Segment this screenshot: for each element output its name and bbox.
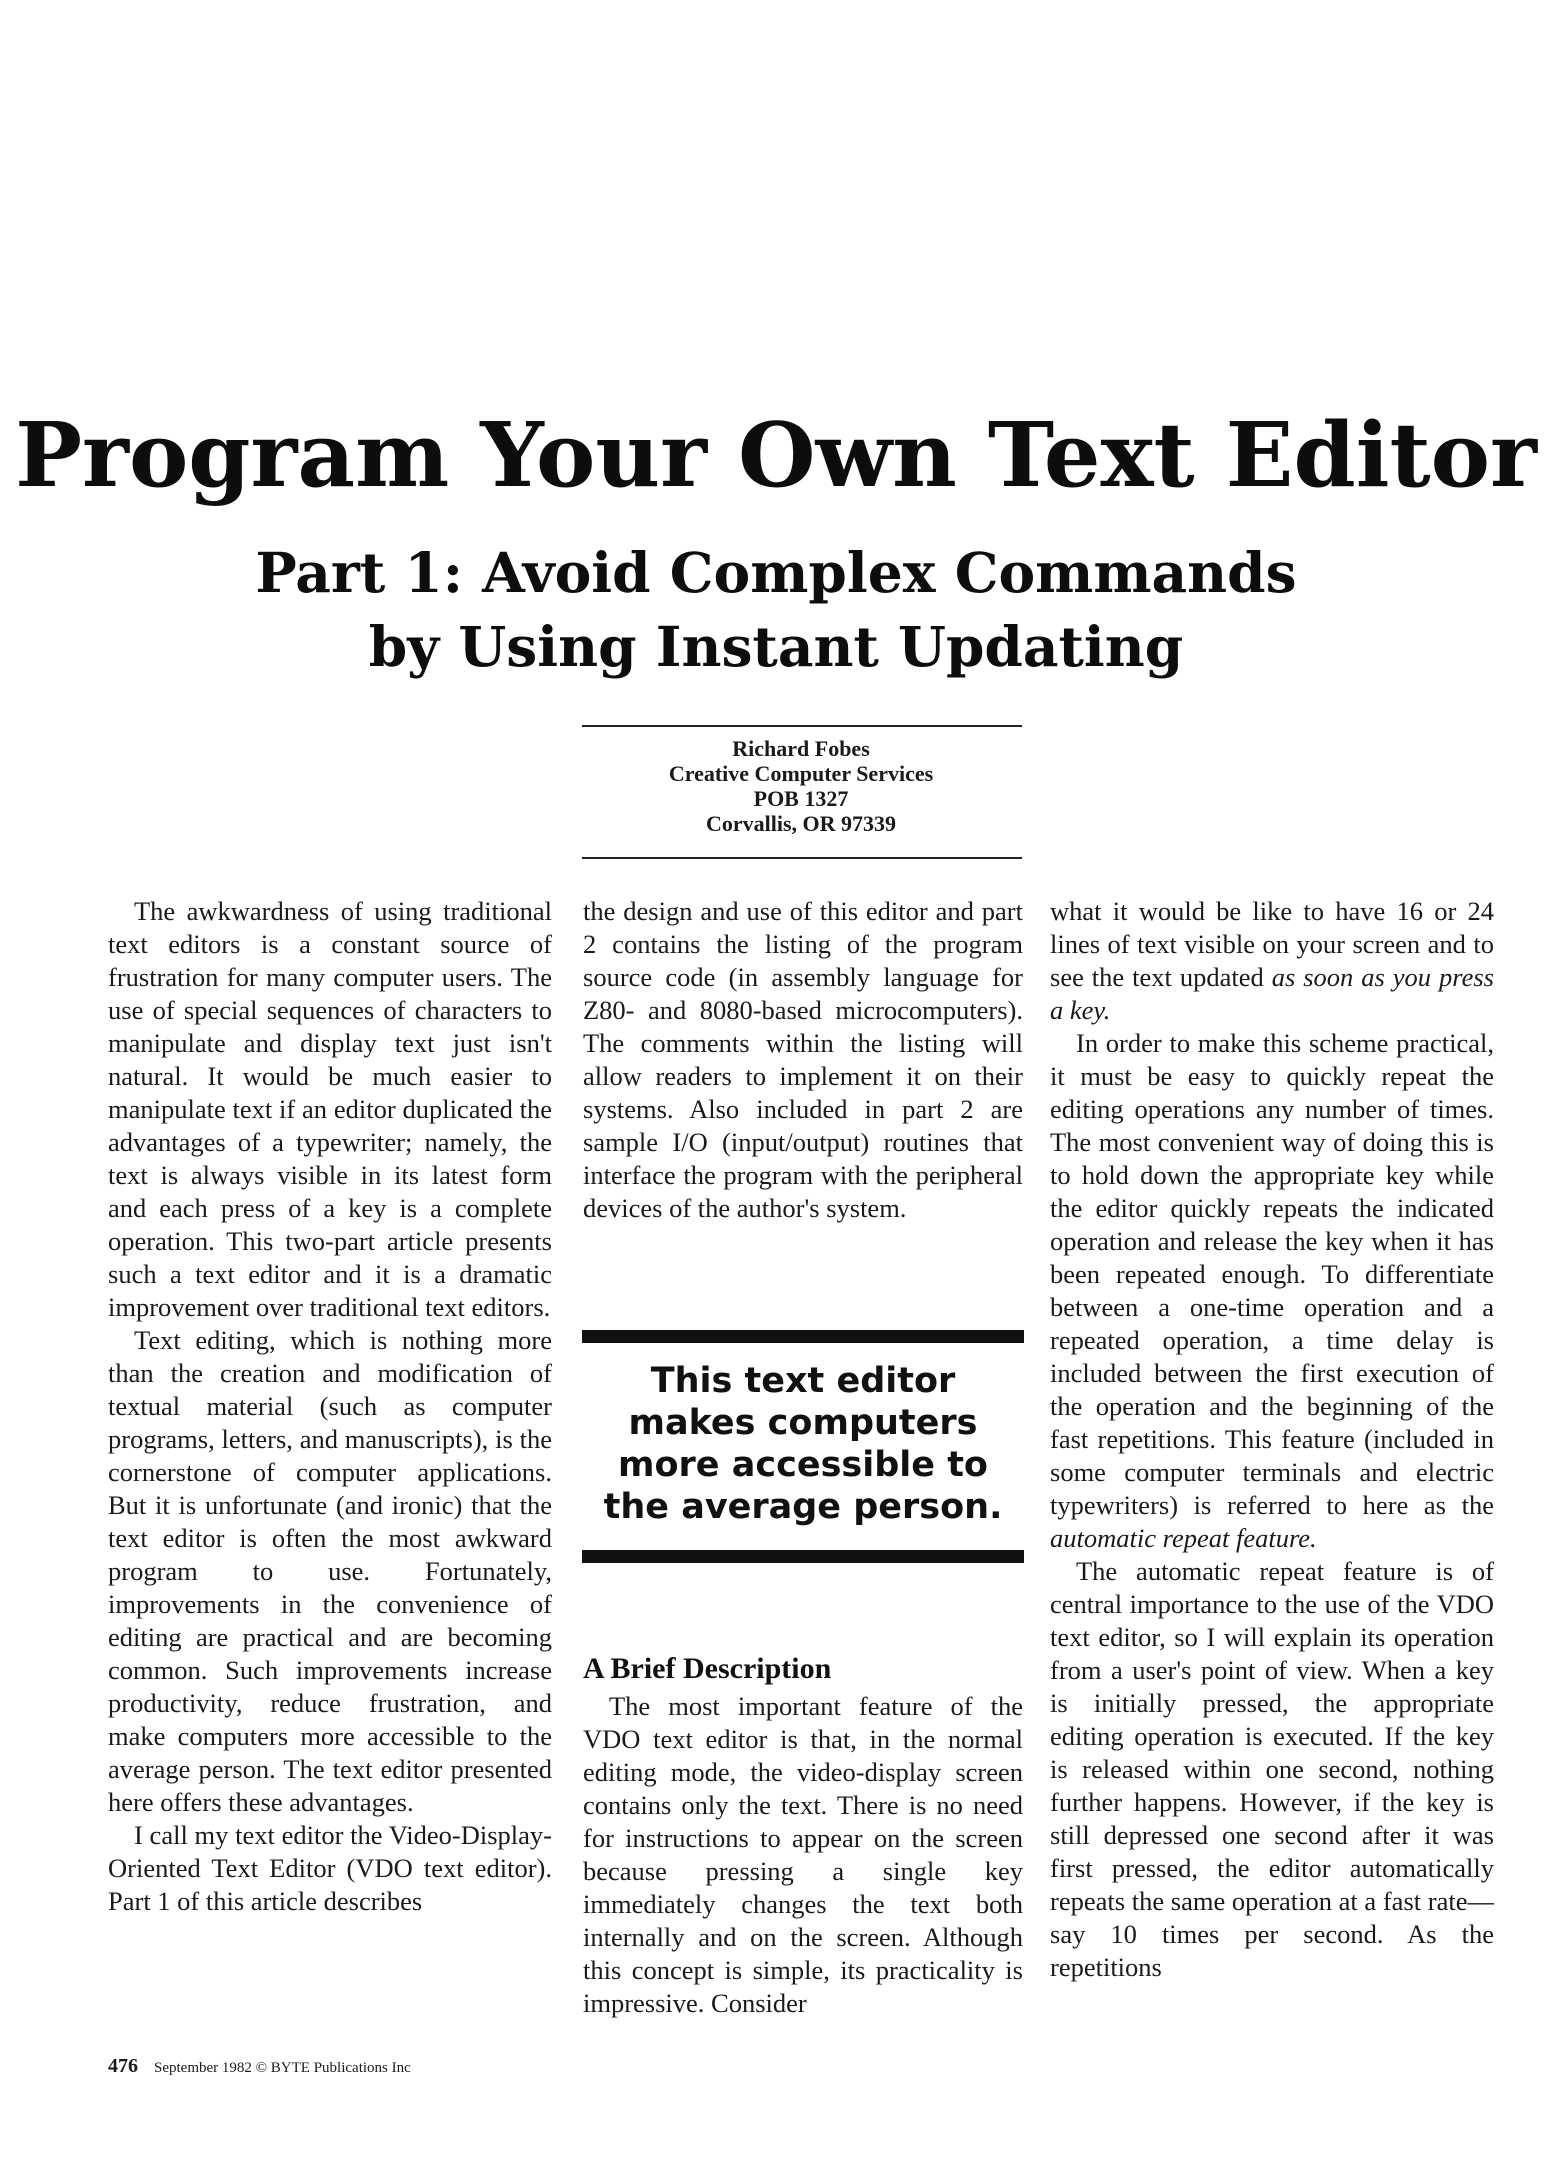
paragraph: The automatic repeat feature is of central importance to the use of the VDO text editor, so I will explain its operation from a user's point of view. When a key is initially pressed, the appropriate editing operation is executed. If the key is released within one second, nothing further happens. However, if the key is still depressed one second after it was first pressed, the editor automatically repeats the same operation at a fast rate—say 10 times per second. As the repetitions <box>1050 1556 1494 1982</box>
article-title: Program Your Own Text Editor <box>15 402 1537 507</box>
column-3 <box>1050 895 1494 1984</box>
text-run: In order to make this scheme practical, it must be easy to quickly repeat the editing operations any number of times. The most convenient way of doing this is to hold down the appropriate key while the editor quickly repeats the indicated operation and release the key when it has been repeated enough. To differentiate between a one-time operation and a repeated operation, a time delay is included between the first execution of the operation and the beginning of the fast repetitions. This feature (included in some computer terminals and electric typewriters) is referred to here as the <box>1050 1028 1494 1520</box>
article-subtitle <box>0 536 1552 684</box>
byline-bottom-rule <box>582 857 1022 859</box>
author-pob: POB 1327 <box>753 786 849 811</box>
paragraph <box>1050 895 1494 1027</box>
paragraph: the design and use of this editor and part 2 contains the listing of the program source code (in assembly language for Z80- and 8080-based microcomputers). The comments within the listing will allow readers to implement it on their systems. Also included in part 2 are sample I/O (input/output) routines that interface the program with the peripheral devices of the author's system. <box>583 896 1023 1223</box>
section-heading: A Brief Description <box>583 1652 832 1685</box>
author-name: Richard Fobes <box>732 736 870 761</box>
text-run: what it would be like to have 16 or 24 lines of text visible on your screen and to see the text updated <box>1050 896 1494 992</box>
paragraph: The awkwardness of using traditional text editors is a constant source of frustration for many computer users. The use of special sequences of characters to manipulate and display text just isn't natural. It would be much easier to manipulate text if an editor duplicated the advantages of a typewriter; namely, the text is always visible in its latest form and each press of a key is a complete operation. This two-part article presents such a text editor and it is a dramatic improvement over traditional text editors. <box>108 896 552 1322</box>
emphasis: automatic repeat feature. <box>1050 1523 1317 1553</box>
author-byline <box>582 736 1020 836</box>
subtitle-line-2: by Using Instant Updating <box>368 614 1184 679</box>
paragraph: Text editing, which is nothing more than the creation and modification of textual material (such as computer programs, letters, and manuscripts), is the cornerstone of computer applications. But it is unfortunate (and ironic) that the text editor is often the most awkward program to use. Fortunately, improvements in the convenience of editing are practical and are becoming common. Such improvements increase productivity, reduce frustration, and make computers more accessible to the average person. The text editor presented here offers these advantages. <box>108 1325 552 1817</box>
column-2 <box>583 895 1023 1225</box>
pullquote: This text editor makes computers more accessible to the average person. <box>603 1361 1003 1527</box>
paragraph <box>1050 1027 1494 1555</box>
author-company: Creative Computer Services <box>668 761 934 786</box>
author-city: Corvallis, OR 97339 <box>705 811 897 836</box>
paragraph: I call my text editor the Video-Display-Oriented Text Editor (VDO text editor). Part 1 of this article describes <box>108 1820 552 1916</box>
column-1 <box>108 895 552 1918</box>
page-footer <box>108 2055 411 2078</box>
pullquote-top-rule <box>582 1330 1024 1343</box>
page-number: 476 <box>108 2055 138 2077</box>
emphasis: as soon as you press a key. <box>1050 962 1494 1025</box>
subtitle-line-1: Part 1: Avoid Complex Commands <box>255 540 1297 605</box>
pullquote-bottom-rule <box>582 1550 1024 1563</box>
byline-top-rule <box>582 725 1022 727</box>
paragraph: The most important feature of the VDO text editor is that, in the normal editing mode, the video-display screen contains only the text. There is no need for instructions to appear on the screen because pressing a single key immediately changes the text both internally and on the screen. Although this concept is simple, its practicality is impressive. Consider <box>583 1691 1023 2018</box>
publication-info: September 1982 © BYTE Publications Inc <box>154 2060 411 2076</box>
column-2-lower <box>583 1690 1023 2020</box>
